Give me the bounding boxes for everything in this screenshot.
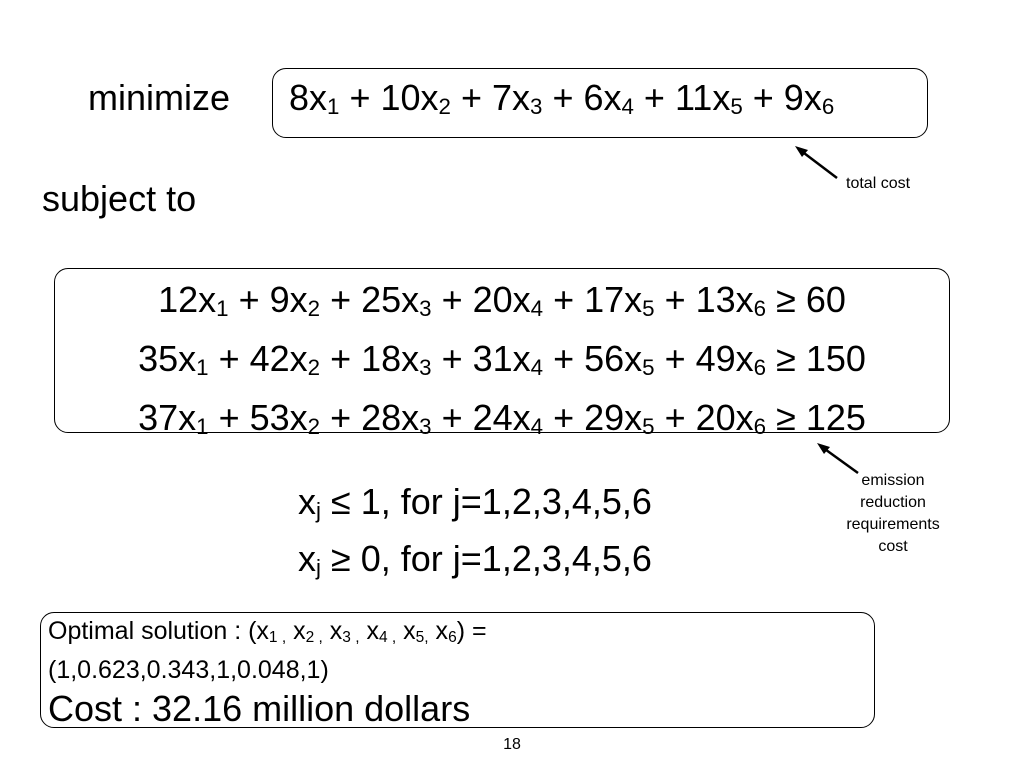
minimize-keyword: minimize <box>88 77 231 118</box>
bound-variable: x <box>298 481 316 522</box>
solution-subscript: 1 , <box>268 628 287 646</box>
term-coefficient: + 53x <box>208 397 308 439</box>
term-coefficient: + 17x <box>543 279 643 320</box>
objective-expression <box>289 74 834 131</box>
constraints <box>54 275 950 452</box>
solution-content <box>48 615 868 730</box>
solution-text: x <box>428 617 449 645</box>
term-coefficient: 8x <box>289 77 328 118</box>
emission-label-line: emission <box>861 472 925 489</box>
term-coefficient: + 9x <box>742 77 822 118</box>
term-coefficient: + 24x <box>431 397 531 439</box>
term-subscript: 1 <box>216 296 229 322</box>
term-coefficient: + 28x <box>320 397 420 439</box>
term-coefficient: + 10x <box>339 77 439 118</box>
emission-label-line: requirements <box>846 516 940 533</box>
term-coefficient: 35x <box>138 338 197 380</box>
emission-label <box>832 470 954 558</box>
term-subscript: 2 <box>307 296 321 322</box>
term-subscript: 3 <box>419 414 432 440</box>
bound-subscript: j <box>316 555 321 581</box>
term-subscript: 3 <box>530 94 543 120</box>
term-subscript: 2 <box>307 355 321 381</box>
solution-text: ) = <box>456 617 487 645</box>
term-subscript: 5 <box>642 296 655 322</box>
solution-subscript: 2 , <box>305 628 323 646</box>
term-subscript: 1 <box>327 94 340 120</box>
total-cost-label: total cost <box>846 175 911 192</box>
constraint-row <box>54 334 950 393</box>
solution-subscript: 6 <box>448 628 457 646</box>
term-subscript: 2 <box>307 414 321 440</box>
term-coefficient: + 18x <box>320 338 420 380</box>
solution-subscript: 3 , <box>342 628 360 646</box>
constraint-rhs: ≥ 150 <box>766 338 866 380</box>
term-coefficient: + 29x <box>543 397 643 439</box>
term-subscript: 1 <box>196 414 209 440</box>
solution-subscript: 5, <box>415 628 429 646</box>
term-coefficient: + 11x <box>633 77 731 118</box>
optimal-solution-values: (1,0.623,0.343,1,0.048,1) <box>48 655 329 684</box>
term-subscript: 6 <box>821 94 835 120</box>
solution-text: x <box>286 617 306 645</box>
constraint-rhs: ≥ 60 <box>766 279 846 320</box>
term-subscript: 6 <box>753 355 767 381</box>
solution-subscript: 4 , <box>378 628 397 646</box>
solution-text: x <box>322 617 343 645</box>
cost-line: Cost : 32.16 million dollars <box>48 687 471 729</box>
term-subscript: 3 <box>419 355 432 381</box>
total-cost-arrow <box>790 140 850 190</box>
term-subscript: 4 <box>530 414 544 440</box>
term-subscript: 4 <box>530 355 544 381</box>
term-subscript: 5 <box>730 94 743 120</box>
bound-subscript: j <box>316 498 321 524</box>
term-coefficient: + 56x <box>543 338 643 380</box>
term-coefficient: + 20x <box>654 397 754 439</box>
bound-variable: x <box>298 538 316 580</box>
subject-to-label: subject to <box>42 178 197 219</box>
solution-text: Optimal solution : (x <box>48 617 269 645</box>
solution-text: x <box>396 617 416 645</box>
term-subscript: 6 <box>753 414 767 440</box>
term-coefficient: + 20x <box>431 279 531 320</box>
term-coefficient: + 13x <box>654 279 754 320</box>
term-subscript: 4 <box>530 296 544 322</box>
bound-row <box>298 535 652 592</box>
term-coefficient: 12x <box>158 279 217 320</box>
term-coefficient: 37x <box>138 397 197 439</box>
page-number: 18 <box>503 736 521 753</box>
variable-bounds <box>298 478 652 592</box>
term-subscript: 1 <box>196 355 209 381</box>
term-coefficient: + 42x <box>208 338 308 380</box>
term-subscript: 5 <box>642 355 655 381</box>
term-coefficient: + 25x <box>320 279 420 320</box>
term-subscript: 5 <box>642 414 655 440</box>
term-subscript: 6 <box>753 296 767 322</box>
term-subscript: 2 <box>438 94 451 120</box>
term-coefficient: + 7x <box>450 77 531 118</box>
term-coefficient: + 6x <box>542 77 622 118</box>
emission-label-line: reduction <box>860 494 926 511</box>
bound-row <box>298 478 652 535</box>
term-subscript: 3 <box>419 296 432 322</box>
solution-text: x <box>359 617 379 645</box>
bound-condition: ≥ 0, for j=1,2,3,4,5,6 <box>320 538 652 580</box>
constraint-rhs: ≥ 125 <box>766 397 866 439</box>
emission-label-line: cost <box>878 538 908 555</box>
term-coefficient: + 31x <box>431 338 531 380</box>
term-subscript: 4 <box>621 94 634 120</box>
term-coefficient: + 9x <box>228 279 308 320</box>
optimal-solution-line <box>48 615 868 654</box>
constraint-row <box>54 275 950 334</box>
term-coefficient: + 49x <box>654 338 754 380</box>
bound-condition: ≤ 1, for j=1,2,3,4,5,6 <box>320 481 652 522</box>
